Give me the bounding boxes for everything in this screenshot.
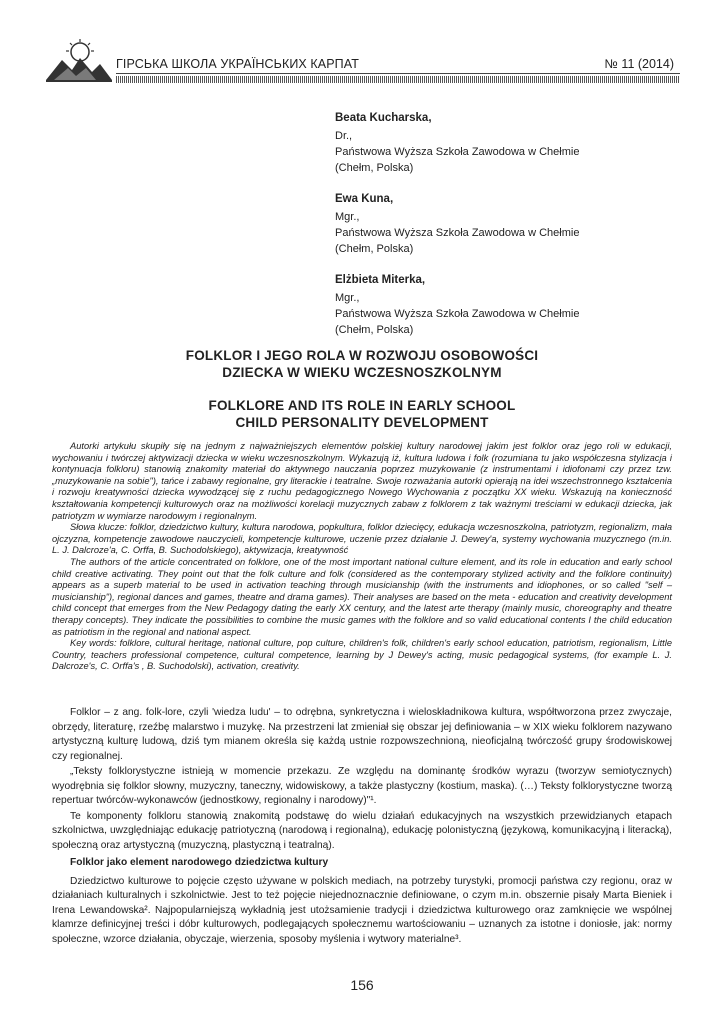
abstract-polish: Autorki artykułu skupiły się na jednym z najważniejszych elementów polskiej kultury narodowej jakim jest folklor oraz jego roli w edukacji, wychowaniu i twórczej aktywizacji dziecka w wieku wczesnoszkolnym. Wykazują iż, kultura ludowa i folk (rozumiana tu jako współczesna stylizacja i kontynuacja folkloru) stanowią znakomity materiał do aktywnego nauczania poprzez muzykowanie (z instrumentami i idiofonami czy przez tzw. „muzykowanie na sobie"), tańce i zabawy regionalne, gry literackie i teatralne. Swoje rozważania autorki opierają na idei wszechstronnego kształcenia i rozwoju kreatywności dziecka wywodzącej się z ruchu pedagogicznego Nowego Wychowania z początku XX wieku. Wskazują na konieczność kształtowania kompetencji kulturowych oraz na możliwości korelacji muzycznych zabaw z folklorem z tak ważnymi treściami w edukacji dziecka, jak patriotyzm w wymiarze narodowym i regionalnym. xyxy=(52,441,672,521)
keywords-english: Key words: folklore, cultural heritage, national culture, pop culture, children's folk, children's early school education, patriotism, regionalism, Little Country, teachers professional competence, cultural competence, learning by J Dewey's acting, music pedagogical systems, (for example L. J. Dalcroze's, C. Orffa's , B. Suchodolski), activation, creativity. xyxy=(52,638,672,672)
body-paragraph: Dziedzictwo kulturowe to pojęcie często używane w polskich mediach, na potrzeby turystyki, promocji państwa czy regionu, oraz w działaniach kulturalnych i szkolnictwie. Jest to też pojęcie niejednoznacznie definiowane, o czym m.in. obszernie pisały Marta Bieniek i Irena Lewandowska². Najpopularniejszą wykładnią jest utożsamienie tradycji i dziedzictwa kulturowego oraz zamknięcie we wspólnej klamrze definicyjnej treści i dóbr kulturowych, podlegających społecznemu wartościowaniu – uznanych za istotne i doniosłe, jak: normy społeczne, wzorce działania, obyczaje, wierzenia, sposoby myślenia i wytwory materialne³. xyxy=(52,875,672,945)
author-block xyxy=(335,110,675,176)
title-english xyxy=(60,397,664,431)
page-number: 156 xyxy=(350,977,374,993)
body-paragraph: Folklor – z ang. folk-lore, czyli 'wiedza ludu' – to odrębna, synkretyczna i wieloskładnikowa kultura, współtworzona przez zwyczaje, obrzędy, literaturę, rzeźbę malarstwo i muzykę. Na przestrzeni lat zmieniał się obszar jej definiowania – w XIX wieku folklorem nazywano artystyczną kulturę ludową, dziś tym mianem określa się każdą ustnie rozpowszechnioną, nieoficjalną twórczość grupy środowiskowej czy regionalnej. xyxy=(52,707,672,762)
header-ornament xyxy=(116,76,680,83)
keywords-polish: Słowa klucze: folklor, dziedzictwo kultury, kultura narodowa, popkultura, folklor dziecięcy, edukacja wczesnoszkolna, patriotyzm, regionalizm, mała ojczyzna, kompetencje zawodowe nauczycieli, kompetencje kulturowe, uczenie przez działanie J. Dewey'a, systemy wychowania muzycznego (m.in. L. J. Dalcroze'a, C. Orffa, B. Suchodolskiego), aktywizacja, kreatywność xyxy=(52,522,672,556)
title-polish xyxy=(60,347,664,381)
title-english-line2: CHILD PERSONALITY DEVELOPMENT xyxy=(235,415,489,430)
body-paragraph: „Teksty folklorystyczne istnieją w momencie przekazu. Ze względu na dominantę środków wyrazu (tworzyw semiotycznych) wyodrębnia się folklor słowny, muzyczny, taneczny, widowiskowy, a także plastyczny (kostium, maska). (…) Teksty folklorystyczne tworzą repertuar twórców-wykonawców (jednostkowy, regionalny i narodowy)"¹. xyxy=(52,766,672,806)
abstract-english: The authors of the article concentrated on folklore, one of the most important national culture element, and its role in education and early school child creative activating. They point out that the folk culture and folk (considered as the contemporary stylized activity and the folklore continuity) appears as a superb material to be used in activation teaching through musicianship (with the instruments and idiophones, or so called "self – musicianship"), regional dances and games, theatre and drama games). Their analyses are based on the meta - education and creativity development child concept that emerges from the New Pedagogy dating the early XX century, and the latest arte therapy (mainly music, choreography and theatre therapy concepts). They indicate the possibilities to combine the music games with the folklore and so valid educational contents I the child education as patriotism in the regional and national aspect. xyxy=(52,556,672,637)
author-institution: Państwowa Wyższa Szkoła Zawodowa w Chełmie xyxy=(335,146,580,158)
body-paragraph: Te komponenty folkloru stanowią znakomitą podstawę do wielu działań edukacyjnych na wszystkich przewidzianych etapach szkolnictwa, uwzględniając edukację patriotyczną (narodową i regionalną), edukację polonistyczną (językową, komunikacyjną i literacką), społeczną oraz artystyczną (muzyczną, plastyczną i teatralną). xyxy=(52,810,672,851)
mountain-school-logo-icon xyxy=(44,38,114,84)
author-block xyxy=(335,191,675,257)
author-list xyxy=(335,110,675,353)
title-polish-line2: DZIECKA W WIEKU WCZESNOSZKOLNYM xyxy=(222,365,502,380)
author-degree: Mgr., xyxy=(335,292,360,304)
author-institution: Państwowa Wyższa Szkoła Zawodowa w Chełmie xyxy=(335,227,580,239)
author-institution: Państwowa Wyższa Szkoła Zawodowa w Chełmie xyxy=(335,308,580,320)
header-rule xyxy=(116,73,680,74)
author-location: (Chełm, Polska) xyxy=(335,162,414,174)
author-degree: Mgr., xyxy=(335,211,360,223)
page-header xyxy=(44,34,680,86)
author-degree: Dr., xyxy=(335,130,353,142)
article-body xyxy=(52,706,672,948)
author-name: Beata Kucharska, xyxy=(335,112,432,124)
title-polish-line1: FOLKLOR I JEGO ROLA W ROZWOJU OSOBOWOŚCI xyxy=(185,348,539,363)
abstract xyxy=(52,441,672,673)
issue-number: № 11 (2014) xyxy=(604,57,674,71)
author-name: Ewa Kuna, xyxy=(335,193,394,205)
author-location: (Chełm, Polska) xyxy=(335,243,414,255)
section-heading: Folklor jako element narodowego dziedzictwa kultury xyxy=(70,857,329,868)
author-block xyxy=(335,272,675,338)
author-name: Elżbieta Miterka, xyxy=(335,274,426,286)
author-location: (Chełm, Polska) xyxy=(335,324,414,336)
title-english-line1: FOLKLORE AND ITS ROLE IN EARLY SCHOOL xyxy=(208,398,516,413)
journal-title: ГІРСЬКА ШКОЛА УКРАЇНСЬКИХ КАРПАТ xyxy=(116,57,359,71)
